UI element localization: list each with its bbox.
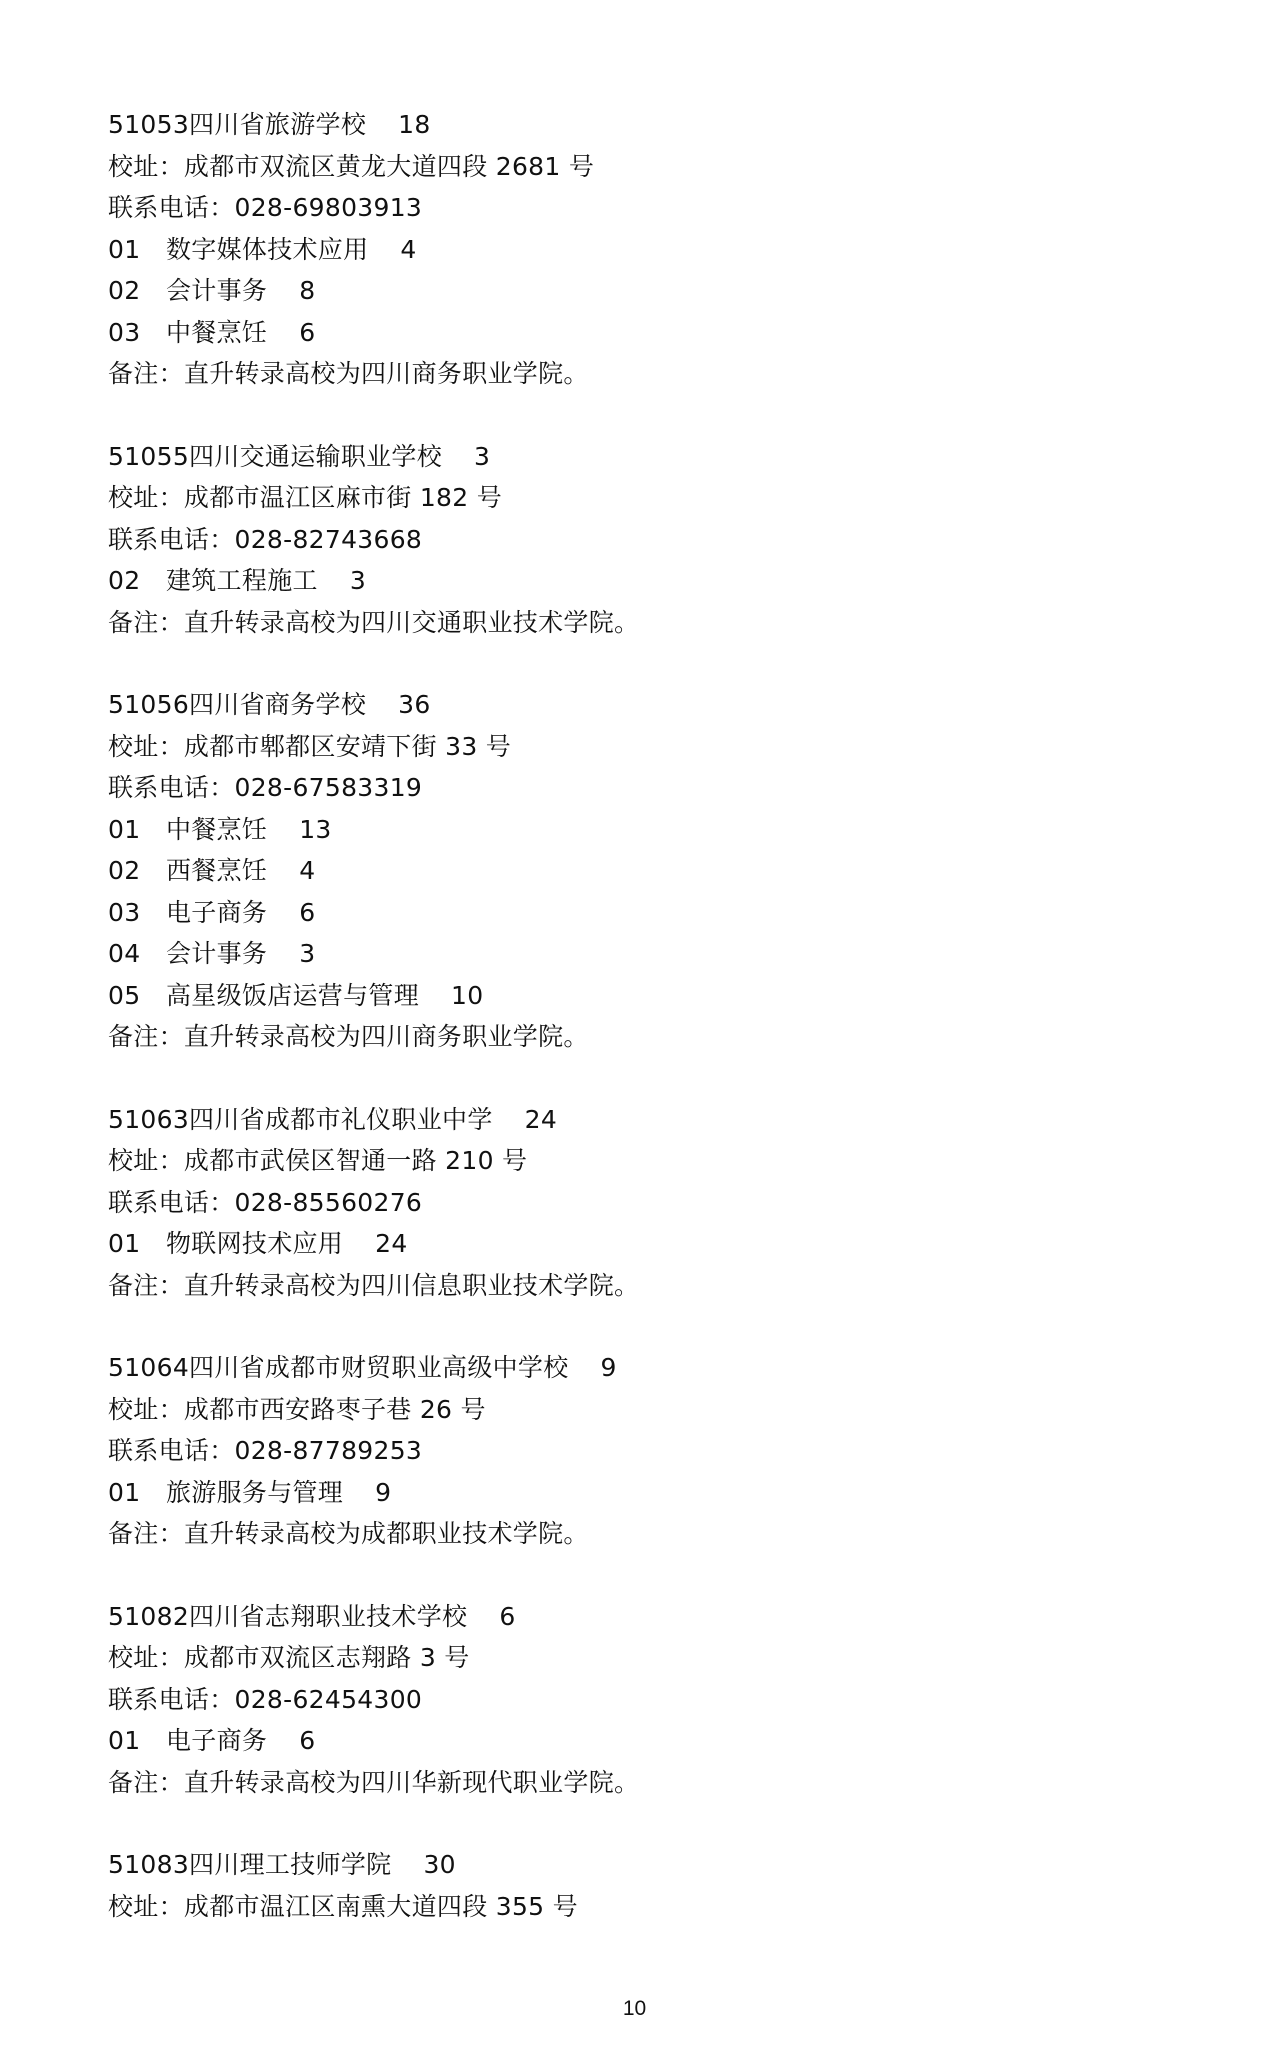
address-label: 校址：	[108, 1394, 184, 1424]
school-code: 51063	[108, 1104, 190, 1134]
major-code: 04	[108, 939, 141, 968]
school-heading	[108, 1099, 1168, 1141]
major-code: 01	[108, 234, 141, 264]
major-name: 高星级饭店运营与管理	[166, 980, 420, 1010]
major-name: 会计事务	[166, 276, 268, 305]
school-heading	[108, 684, 1168, 726]
note-label: 备注：	[108, 359, 184, 388]
school-phone	[108, 1182, 1168, 1224]
major-quota: 9	[375, 1477, 392, 1507]
school-heading	[108, 1844, 1168, 1886]
note-value: 直升转录高校为四川商务职业学院。	[183, 1022, 589, 1051]
school-quota: 30	[423, 1850, 456, 1879]
major-item	[108, 892, 1168, 934]
major-quota: 4	[299, 856, 316, 885]
major-quota: 4	[400, 234, 417, 264]
major-name: 电子商务	[166, 1726, 268, 1755]
school-note	[108, 353, 1168, 395]
major-name: 中餐烹饪	[166, 814, 268, 844]
school-quota: 9	[600, 1353, 617, 1382]
school-quota: 24	[524, 1104, 558, 1134]
major-name: 数字媒体技术应用	[166, 234, 369, 264]
major-quota: 10	[451, 980, 484, 1010]
phone-value: 028-69803913	[234, 193, 423, 222]
school-heading	[108, 104, 1168, 146]
school-address	[108, 1389, 1168, 1431]
major-code: 01	[108, 1726, 141, 1755]
major-item	[108, 975, 1168, 1017]
school-quota: 6	[499, 1601, 516, 1631]
address-label: 校址：	[108, 483, 184, 512]
major-code: 01	[108, 814, 141, 844]
major-code: 02	[108, 276, 141, 305]
school-name: 四川交通运输职业学校	[189, 441, 443, 471]
school-code: 51056	[108, 690, 190, 719]
school-phone	[108, 767, 1168, 809]
major-item	[108, 1720, 1168, 1762]
school-name: 四川省成都市礼仪职业中学	[189, 1104, 493, 1134]
school-name: 四川省成都市财贸职业高级中学校	[189, 1353, 569, 1382]
note-value: 直升转录高校为成都职业技术学院。	[183, 1519, 589, 1548]
phone-value: 028-85560276	[234, 1187, 423, 1217]
school-note	[108, 1016, 1168, 1058]
major-quota: 6	[299, 1726, 316, 1755]
school-name: 四川理工技师学院	[189, 1850, 392, 1879]
school-code: 51053	[108, 110, 190, 139]
major-code: 05	[108, 980, 141, 1010]
major-quota: 3	[299, 939, 316, 968]
school-name: 四川省商务学校	[189, 690, 367, 719]
major-name: 会计事务	[166, 939, 268, 968]
school-address	[108, 1886, 1168, 1928]
phone-label: 联系电话：	[108, 773, 235, 802]
phone-value: 028-87789253	[234, 1436, 423, 1465]
address-label: 校址：	[108, 1146, 184, 1175]
school-code: 51064	[108, 1353, 190, 1382]
document-body	[108, 104, 1168, 1968]
school-note	[108, 1265, 1168, 1307]
school-quota: 18	[398, 110, 431, 139]
phone-value: 028-67583319	[234, 773, 423, 802]
phone-value: 028-82743668	[234, 524, 423, 554]
school-phone	[108, 1679, 1168, 1721]
school-address	[108, 1637, 1168, 1679]
major-code: 01	[108, 1229, 141, 1258]
phone-label: 联系电话：	[108, 193, 235, 222]
phone-label: 联系电话：	[108, 1684, 235, 1714]
school-phone	[108, 1430, 1168, 1472]
school-code: 51082	[108, 1601, 190, 1631]
note-label: 备注：	[108, 1270, 184, 1300]
school-address	[108, 146, 1168, 188]
address-label: 校址：	[108, 1643, 184, 1672]
phone-label: 联系电话：	[108, 1187, 235, 1217]
school-code: 51083	[108, 1850, 190, 1879]
note-label: 备注：	[108, 1022, 184, 1051]
school-note	[108, 1762, 1168, 1804]
major-item	[108, 229, 1168, 271]
major-name: 旅游服务与管理	[166, 1477, 344, 1507]
school-heading	[108, 436, 1168, 478]
major-code: 02	[108, 856, 141, 885]
major-name: 电子商务	[166, 897, 268, 927]
school-phone	[108, 519, 1168, 561]
note-label: 备注：	[108, 1767, 184, 1797]
address-value: 成都市武侯区智通一路 210 号	[183, 1146, 528, 1175]
school-note	[108, 602, 1168, 644]
school-block	[108, 436, 1168, 644]
major-item	[108, 560, 1168, 602]
school-address	[108, 726, 1168, 768]
school-block	[108, 684, 1168, 1058]
address-value: 成都市温江区麻市街 182 号	[183, 483, 503, 512]
major-quota: 13	[299, 814, 332, 844]
major-item	[108, 1472, 1168, 1514]
major-quota: 6	[299, 317, 316, 347]
major-name: 中餐烹饪	[166, 317, 268, 347]
address-value: 成都市郫都区安靖下街 33 号	[183, 731, 512, 761]
school-address	[108, 1140, 1168, 1182]
note-value: 直升转录高校为四川华新现代职业学院。	[183, 1767, 640, 1797]
major-item	[108, 850, 1168, 892]
school-heading	[108, 1596, 1168, 1638]
address-value: 成都市西安路枣子巷 26 号	[183, 1394, 486, 1424]
address-value: 成都市双流区志翔路 3 号	[183, 1643, 470, 1672]
major-quota: 6	[299, 897, 316, 927]
school-block	[108, 1347, 1168, 1555]
address-label: 校址：	[108, 1891, 184, 1921]
note-value: 直升转录高校为四川信息职业技术学院。	[183, 1270, 640, 1300]
major-code: 03	[108, 897, 141, 927]
school-phone	[108, 187, 1168, 229]
school-name: 四川省志翔职业技术学校	[189, 1601, 468, 1631]
major-code: 01	[108, 1477, 141, 1507]
school-code: 51055	[108, 441, 190, 471]
major-name: 西餐烹饪	[166, 856, 268, 885]
school-block	[108, 1099, 1168, 1307]
note-label: 备注：	[108, 1519, 184, 1548]
note-value: 直升转录高校为四川商务职业学院。	[183, 359, 589, 388]
major-item	[108, 270, 1168, 312]
school-name: 四川省旅游学校	[189, 110, 367, 139]
school-block	[108, 1844, 1168, 1927]
address-label: 校址：	[108, 731, 184, 761]
major-item	[108, 312, 1168, 354]
school-note	[108, 1513, 1168, 1555]
major-code: 03	[108, 317, 141, 347]
address-value: 成都市双流区黄龙大道四段 2681 号	[183, 151, 595, 181]
address-label: 校址：	[108, 151, 184, 181]
school-heading	[108, 1347, 1168, 1389]
major-name: 物联网技术应用	[166, 1229, 344, 1258]
major-code: 02	[108, 566, 141, 595]
major-quota: 3	[349, 566, 367, 595]
note-label: 备注：	[108, 607, 184, 637]
major-quota: 24	[375, 1229, 408, 1258]
school-block	[108, 1596, 1168, 1804]
phone-value: 028-62454300	[234, 1684, 423, 1714]
school-quota: 3	[474, 441, 491, 471]
major-item	[108, 933, 1168, 975]
major-item	[108, 809, 1168, 851]
page-number: 10	[622, 1997, 647, 2020]
note-value: 直升转录高校为四川交通职业技术学院。	[183, 607, 640, 637]
major-name: 建筑工程施工	[166, 566, 318, 595]
school-block	[108, 104, 1168, 395]
school-address	[108, 477, 1168, 519]
phone-label: 联系电话：	[108, 1436, 235, 1465]
major-item	[108, 1223, 1168, 1265]
major-quota: 8	[299, 276, 316, 305]
school-quota: 36	[398, 690, 431, 719]
address-value: 成都市温江区南熏大道四段 355 号	[183, 1891, 578, 1921]
phone-label: 联系电话：	[108, 524, 235, 554]
